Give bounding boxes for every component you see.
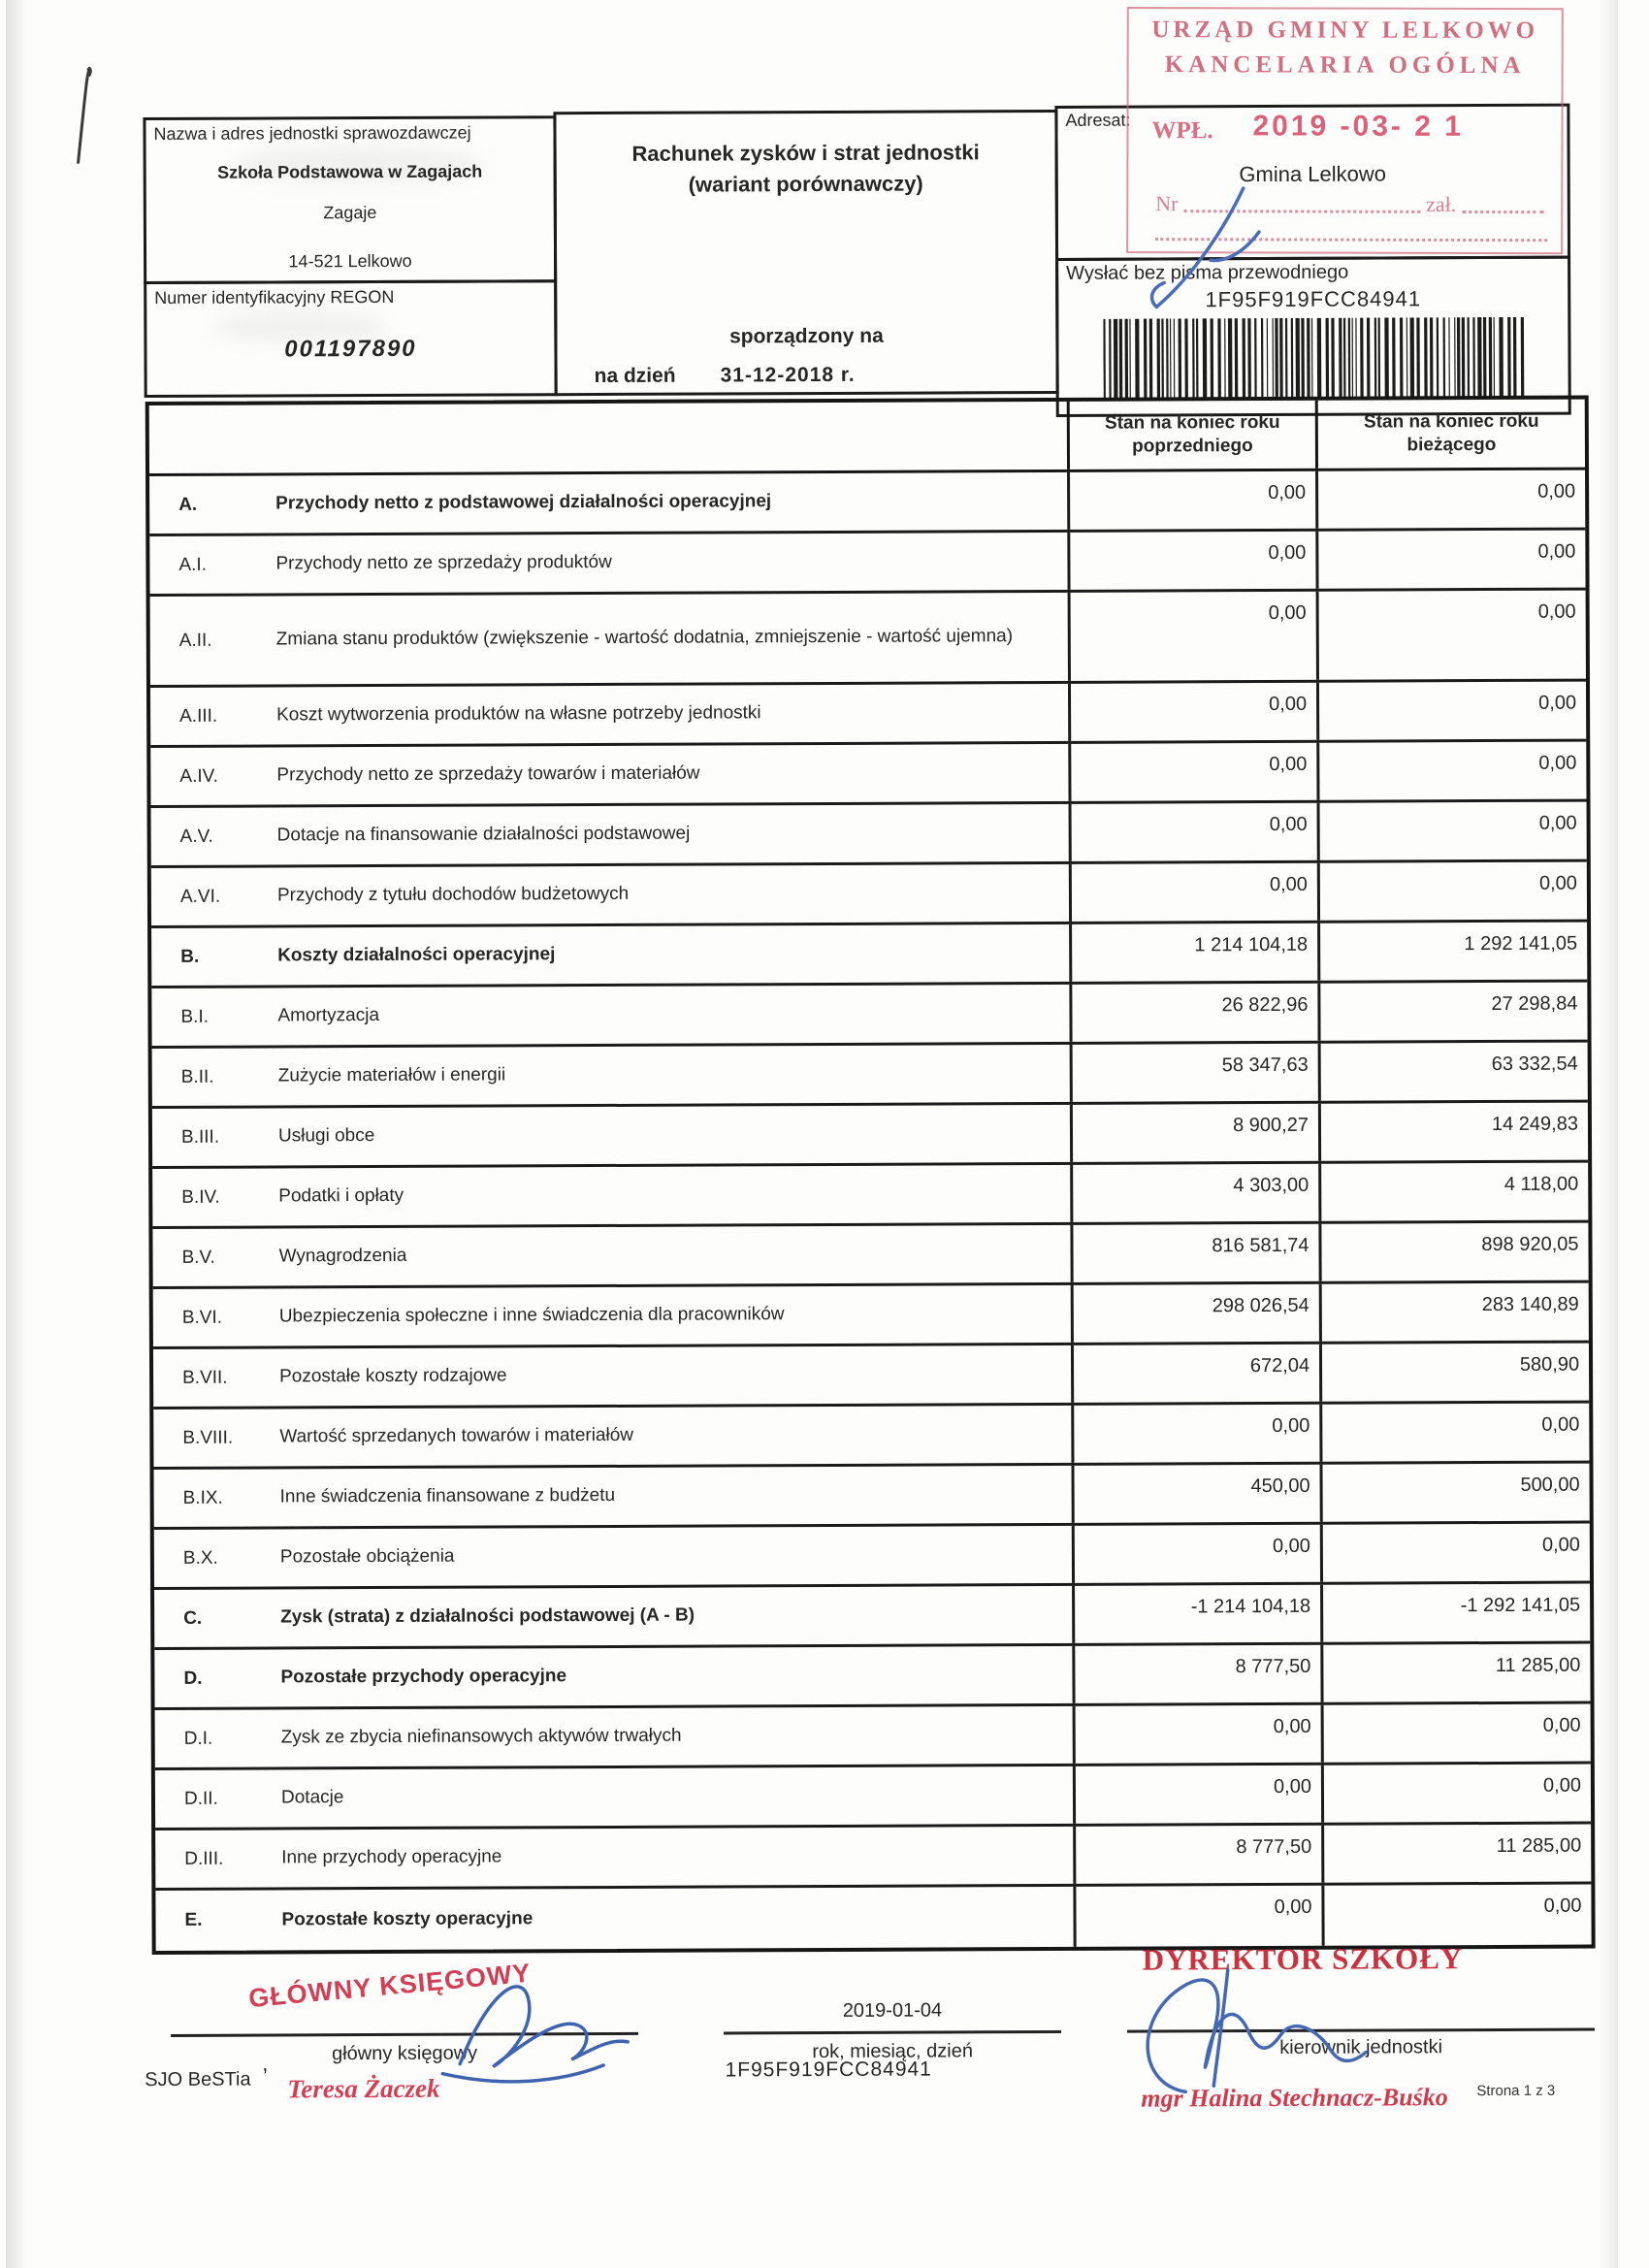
row-description	[152, 1225, 1070, 1286]
row-code: D.I.	[183, 1728, 213, 1749]
row-description	[150, 684, 1068, 745]
reporting-unit-city: Zagaje	[323, 203, 377, 223]
row-value-curr-year: 0,00	[1316, 742, 1586, 800]
row-value-prev-year: 4 303,00	[1070, 1164, 1318, 1222]
row-value-curr-year: 27 298,84	[1317, 983, 1587, 1041]
reporting-unit-box	[143, 115, 557, 284]
table-row	[151, 862, 1587, 928]
as-of-date-row	[595, 364, 856, 388]
row-description	[153, 1285, 1071, 1346]
header-description-cell	[149, 402, 1067, 473]
row-code: B.V.	[181, 1247, 215, 1268]
row-code: B.	[180, 946, 200, 967]
pen-stroke-mark	[78, 68, 91, 162]
row-label: Przychody netto z podstawowej działalności operacyjnej	[275, 491, 772, 514]
addressee-caption: Adresat:	[1065, 110, 1131, 130]
row-value-curr-year: 283 140,89	[1319, 1283, 1589, 1342]
report-title-box	[553, 110, 1058, 396]
row-label: Zysk ze zbycia niefinansowych aktywów trwałych	[280, 1725, 682, 1748]
regon-caption: Numer identyfikacyjny REGON	[154, 286, 395, 308]
table-row	[151, 983, 1587, 1049]
row-value-prev-year: 0,00	[1068, 592, 1316, 681]
row-code: B.IX.	[182, 1487, 223, 1508]
row-code: A.V.	[179, 826, 213, 847]
signature-line-left	[171, 2032, 638, 2037]
row-value-curr-year: 0,00	[1320, 1524, 1590, 1582]
col-header-curr-year: Stan na koniec roku bieżącego	[1315, 400, 1585, 469]
row-value-prev-year: 0,00	[1069, 863, 1317, 922]
row-label: Ubezpieczenia społeczne i inne świadczenia dla pracowników	[278, 1304, 785, 1327]
stamp-office-line1: URZĄD GMINY LELKOWO	[1151, 16, 1539, 45]
dispatch-box	[1055, 256, 1571, 417]
row-label: Podatki i opłaty	[278, 1185, 404, 1207]
row-value-prev-year: 0,00	[1073, 1886, 1321, 1947]
row-label: Amortyzacja	[277, 1005, 380, 1026]
reporting-unit-name: Szkoła Podstawowa w Zagajach	[217, 161, 483, 182]
row-label: Pozostałe koszty operacyjne	[281, 1907, 534, 1930]
row-description	[149, 533, 1067, 594]
row-label: Pozostałe koszty rodzajowe	[279, 1365, 507, 1387]
table-row	[149, 531, 1585, 597]
row-label: Wartość sprzedanych towarów i materiałów	[279, 1425, 634, 1447]
barcode	[1103, 317, 1526, 399]
table-row	[153, 1344, 1589, 1409]
row-description	[151, 985, 1069, 1046]
row-label: Wynagrodzenia	[278, 1246, 407, 1267]
table-rows	[149, 470, 1592, 1951]
director-name-stamp: mgr Halina Stechnacz-Buśko	[1141, 2083, 1448, 2113]
reporting-unit-caption: Nazwa i adres jednostki sprawozdawczej	[153, 122, 471, 145]
table-row	[154, 1464, 1590, 1530]
row-label: Zużycie materiałów i energii	[277, 1064, 506, 1086]
row-value-prev-year: 1 214 104,18	[1069, 923, 1317, 982]
row-code: A.IV.	[179, 765, 218, 787]
row-label: Przychody netto ze sprzedaży produktów	[275, 552, 612, 574]
row-value-prev-year: 0,00	[1069, 803, 1317, 861]
row-code: D.III.	[184, 1848, 224, 1869]
row-description	[155, 1887, 1073, 1951]
row-code: B.I.	[180, 1006, 210, 1027]
row-label: Usługi obce	[277, 1125, 375, 1147]
row-code: A.II.	[178, 630, 212, 651]
unit-head-role: kierownik jednostki	[1279, 2036, 1443, 2058]
reporting-unit-postal: 14-521 Lelkowo	[288, 250, 412, 272]
table-row	[153, 1283, 1589, 1349]
table-row	[154, 1524, 1590, 1590]
row-value-curr-year: 0,00	[1321, 1885, 1591, 1946]
stamp-received-label: WPŁ.	[1151, 117, 1213, 145]
regon-box	[144, 279, 558, 398]
row-description	[154, 1526, 1072, 1587]
table-row	[152, 1163, 1588, 1229]
row-value-curr-year: 63 332,54	[1318, 1043, 1588, 1101]
table-row	[152, 1223, 1588, 1289]
table-header-row	[149, 400, 1585, 476]
prepared-label: sporządzony na	[729, 324, 884, 348]
row-label: Przychody netto ze sprzedaży towarów i materiałów	[276, 762, 700, 786]
chief-accountant-name-stamp: Teresa Żaczek	[287, 2073, 440, 2104]
table-row	[150, 682, 1586, 748]
row-description	[154, 1646, 1072, 1707]
row-value-curr-year: 0,00	[1315, 470, 1585, 529]
row-code: B.VI.	[181, 1307, 223, 1328]
col-header-prev-year: Stan na koniec roku poprzedniego	[1067, 401, 1315, 470]
row-value-prev-year: 8 777,50	[1072, 1645, 1320, 1703]
row-code: D.	[183, 1668, 203, 1689]
row-label: Inne przychody operacyjne	[281, 1846, 502, 1868]
row-value-prev-year: 8 777,50	[1073, 1826, 1321, 1884]
stamp-office-line2: KANCELARIA OGÓLNA	[1164, 51, 1526, 80]
row-code: B.IV.	[181, 1186, 220, 1208]
row-description	[154, 1586, 1072, 1647]
as-of-date: 31-12-2018 r.	[720, 363, 856, 387]
row-code: B.X.	[182, 1547, 218, 1569]
row-value-prev-year: 58 347,63	[1070, 1044, 1318, 1102]
signature-line-right	[1127, 2028, 1595, 2033]
row-value-prev-year: 298 026,54	[1071, 1284, 1319, 1343]
stamp-dotted-line	[1155, 238, 1547, 242]
row-label: Inne świadczenia finansowane z budżetu	[279, 1485, 616, 1507]
row-value-prev-year: 8 900,27	[1070, 1104, 1318, 1162]
row-value-prev-year: 816 581,74	[1070, 1224, 1318, 1282]
table-row	[150, 591, 1586, 688]
row-value-prev-year: 0,00	[1068, 683, 1316, 741]
row-value-prev-year: 26 822,96	[1069, 984, 1317, 1042]
row-description	[153, 1406, 1071, 1467]
row-code: A.	[178, 494, 198, 515]
row-value-curr-year: -1 292 141,05	[1320, 1584, 1590, 1642]
row-code: B.VII.	[182, 1367, 228, 1388]
table-row	[152, 1103, 1588, 1169]
table-row	[150, 742, 1586, 808]
row-code: D.II.	[183, 1788, 218, 1809]
row-label: Pozostałe przychody operacyjne	[280, 1666, 567, 1688]
row-description	[152, 1165, 1070, 1226]
table-row	[155, 1704, 1591, 1770]
row-code: A.I.	[178, 554, 207, 575]
table-row	[151, 802, 1587, 868]
row-value-prev-year: 672,04	[1071, 1345, 1319, 1403]
page-number: Strona 1 z 3	[1476, 2082, 1556, 2100]
pnl-table	[146, 396, 1596, 1955]
row-description	[151, 924, 1069, 986]
table-row	[154, 1644, 1590, 1710]
row-value-prev-year: 0,00	[1067, 471, 1315, 530]
row-code: A.III.	[179, 705, 218, 727]
table-row	[151, 923, 1587, 988]
stamp-nr-row	[1155, 191, 1543, 217]
pen-tick-mark: ,	[262, 2051, 269, 2076]
addressee-name: Gmina Lelkowo	[1239, 161, 1387, 187]
stamp-nr-label: Nr	[1155, 191, 1179, 216]
row-code: B.VIII.	[182, 1427, 234, 1448]
stamp-received-date: 2019 -03- 2 1	[1252, 110, 1465, 143]
signature-line-center	[724, 2030, 1061, 2035]
row-label: Dotacje	[280, 1787, 344, 1808]
row-description	[150, 593, 1068, 685]
row-value-prev-year: 0,00	[1071, 1405, 1319, 1463]
row-value-curr-year: 11 285,00	[1321, 1825, 1591, 1883]
row-label: Koszt wytworzenia produktów na własne potrzeby jednostki	[276, 702, 761, 726]
row-value-curr-year: 0,00	[1315, 531, 1585, 589]
row-code: E.	[184, 1909, 203, 1930]
row-value-curr-year: 898 920,05	[1318, 1223, 1588, 1281]
row-label: Dotacje na finansowanie działalności podstawowej	[276, 823, 691, 846]
row-value-curr-year: 11 285,00	[1320, 1644, 1590, 1702]
table-row	[149, 470, 1585, 536]
row-description	[155, 1827, 1073, 1888]
row-label: Zysk (strata) z działalności podstawowej (A - B)	[280, 1604, 695, 1628]
row-label: Koszty działalności operacyjnej	[277, 944, 556, 966]
row-description	[152, 1045, 1070, 1106]
row-value-curr-year: 14 249,83	[1318, 1103, 1588, 1161]
registry-office-stamp	[1126, 7, 1564, 254]
row-value-curr-year: 1 292 141,05	[1317, 923, 1587, 981]
row-description	[155, 1766, 1073, 1828]
regon-number: 001197890	[284, 335, 417, 363]
row-value-curr-year: 580,90	[1319, 1344, 1589, 1402]
row-value-prev-year: 0,00	[1073, 1705, 1321, 1764]
report-variant: (wariant porównawczy)	[688, 171, 923, 197]
footer-document-code: 1F95F919FCC84941	[725, 2057, 932, 2082]
row-value-prev-year: 0,00	[1068, 743, 1316, 801]
table-row	[153, 1404, 1589, 1470]
row-value-prev-year: 450,00	[1071, 1465, 1319, 1523]
row-description	[151, 804, 1069, 865]
row-label: Przychody z tytułu dochodów budżetowych	[276, 884, 630, 906]
row-value-curr-year: 0,00	[1316, 682, 1586, 740]
row-description	[151, 864, 1069, 925]
row-value-curr-year: 0,00	[1321, 1765, 1591, 1823]
row-value-curr-year: 4 118,00	[1318, 1163, 1588, 1221]
row-code: C.	[183, 1607, 203, 1629]
document-code: 1F95F919FCC84941	[1205, 286, 1422, 312]
row-value-curr-year: 0,00	[1321, 1704, 1591, 1763]
as-of-label: na dzień	[594, 364, 676, 388]
row-code: B.III.	[180, 1126, 220, 1148]
row-description	[153, 1345, 1071, 1407]
row-value-curr-year: 0,00	[1319, 1404, 1589, 1462]
table-row	[152, 1043, 1588, 1109]
report-title: Rachunek zysków i strat jednostki	[631, 140, 980, 166]
stamp-zal-label: zał.	[1426, 191, 1457, 216]
row-value-prev-year: 0,00	[1073, 1766, 1321, 1824]
school-director-stamp: DYREKTOR SZKOŁY	[1142, 1941, 1464, 1977]
row-description	[150, 744, 1068, 805]
stamp-zal-dotted-line	[1462, 193, 1543, 213]
row-description	[152, 1105, 1070, 1166]
table-row	[154, 1584, 1590, 1650]
row-value-prev-year: 0,00	[1072, 1525, 1320, 1583]
row-description	[155, 1706, 1073, 1767]
row-description	[149, 472, 1067, 534]
signature-date: 2019-01-04	[842, 1999, 943, 2022]
row-label: Zmiana stanu produktów (zwiększenie - wartość dodatnia, zmniejszenie - wartość ujemna)	[275, 626, 1014, 650]
row-value-curr-year: 0,00	[1316, 591, 1586, 680]
chief-accountant-role: główny księgowy	[332, 2042, 478, 2065]
row-code: B.II.	[180, 1066, 214, 1087]
table-row	[155, 1765, 1591, 1831]
row-value-curr-year: 0,00	[1317, 862, 1587, 921]
chief-accountant-stamp: GŁÓWNY KSIĘGOWY	[247, 1958, 533, 2014]
table-row	[155, 1825, 1591, 1891]
row-value-curr-year: 0,00	[1317, 802, 1587, 860]
row-value-curr-year: 500,00	[1319, 1464, 1589, 1522]
row-description	[154, 1466, 1072, 1527]
stamp-nr-dotted-line	[1183, 192, 1420, 213]
send-note: Wysłać bez pisma przewodniego	[1066, 261, 1349, 284]
row-code: A.VI.	[179, 886, 221, 907]
row-label: Pozostałe obciążenia	[279, 1545, 455, 1568]
signature-date-caption: rok, miesiąc, dzień	[812, 2040, 973, 2063]
software-name: SJO BeSTia	[145, 2068, 251, 2091]
row-value-prev-year: -1 214 104,18	[1072, 1585, 1320, 1643]
row-value-prev-year: 0,00	[1067, 532, 1315, 590]
